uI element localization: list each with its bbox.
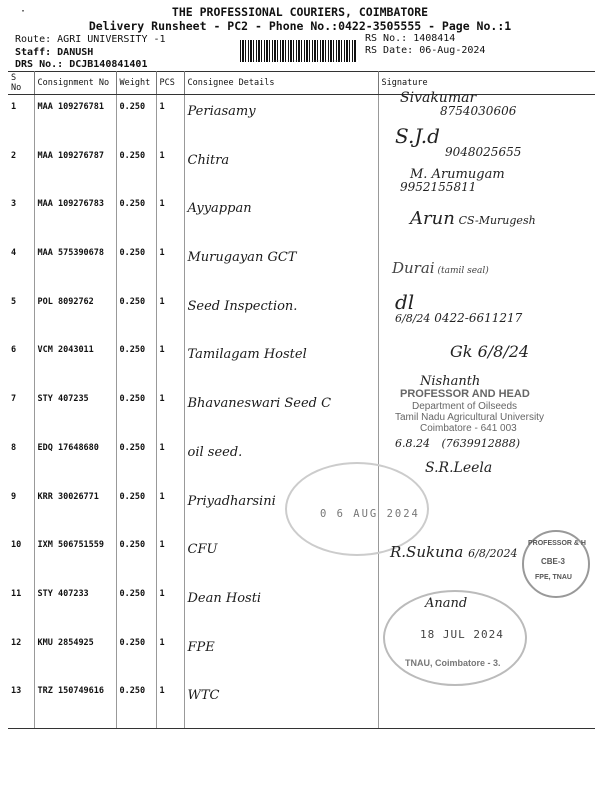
cell-sno: 4 [8, 241, 34, 290]
table-row [8, 241, 595, 290]
consignee-handwriting: Periasamy [187, 104, 256, 119]
signature-row-2: S.J.d 9048025655 [395, 124, 522, 159]
rs-date-line: RS Date: 06-Aug-2024 [365, 45, 486, 56]
speck: · [20, 6, 27, 17]
cell-weight: 0.250 [116, 582, 156, 631]
cell-weight: 0.250 [116, 485, 156, 534]
round-stamp-date: 18 JUL 2024 [420, 628, 504, 641]
cell-pcs: 1 [156, 290, 184, 339]
cell-weight: 0.250 [116, 387, 156, 436]
cell-pcs: 1 [156, 338, 184, 387]
dept-stamp-line4: Coimbatore - 641 003 [420, 423, 517, 434]
signature-row-4: Arun CS-Murugesh [410, 208, 536, 229]
consignee-handwriting: Seed Inspection. [187, 298, 298, 314]
cell-sno: 7 [8, 387, 34, 436]
cell-weight: 0.250 [116, 679, 156, 728]
cell-sno: 13 [8, 679, 34, 728]
cell-sno: 5 [8, 290, 34, 339]
consignee-handwriting: Bhavaneswari Seed C [187, 396, 332, 412]
cell-pcs: 1 [156, 192, 184, 241]
cell-pcs: 1 [156, 533, 184, 582]
cell-sno: 1 [8, 95, 34, 144]
cell-pcs: 1 [156, 387, 184, 436]
cell-weight: 0.250 [116, 631, 156, 680]
signature-row-10: S.R.Leela [425, 460, 493, 476]
signature-row-12: R.Sukuna 6/8/2024 [390, 543, 518, 561]
col-sno-header: S No [8, 72, 34, 95]
route-line: Route: AGRI UNIVERSITY -1 [15, 34, 166, 45]
fpe-ring-top: PROFESSOR & H [528, 540, 586, 547]
cell-consignment-no: STY 407233 [34, 582, 116, 631]
cell-consignee [184, 241, 378, 290]
col-consignment-header: Consignment No [34, 72, 116, 95]
signature-row-6: dl 6/8/24 0422-6611217 [395, 290, 523, 325]
drs-value: DCJB140841401 [69, 59, 148, 70]
cell-sno: 9 [8, 485, 34, 534]
cell-consignee [184, 144, 378, 193]
rs-no-line: RS No.: 1408414 [365, 33, 456, 44]
cell-sno: 8 [8, 436, 34, 485]
consignee-handwriting: WTC [187, 688, 220, 704]
cell-sno: 3 [8, 192, 34, 241]
cell-consignee [184, 679, 378, 728]
cell-consignment-no: MAA 109276783 [34, 192, 116, 241]
cell-pcs: 1 [156, 582, 184, 631]
cell-consignee [184, 290, 378, 339]
route-value: AGRI UNIVERSITY -1 [57, 34, 166, 45]
fpe-ring-mid: CBE-3 [541, 557, 566, 566]
dept-stamp-line3: Tamil Nadu Agricultural University [395, 412, 544, 423]
cell-consignment-no: MAA 109276787 [34, 144, 116, 193]
consignee-handwriting: Murugayan GCT [187, 250, 297, 266]
cell-pcs: 1 [156, 241, 184, 290]
cell-sno: 11 [8, 582, 34, 631]
cell-weight: 0.250 [116, 436, 156, 485]
cell-pcs: 1 [156, 485, 184, 534]
meta-right [365, 33, 485, 57]
cell-consignment-no: IXM 506751559 [34, 533, 116, 582]
consignee-handwriting: Dean Hosti [187, 590, 262, 606]
cell-consignment-no: TRZ 150749616 [34, 679, 116, 728]
cell-consignment-no: EDQ 17648680 [34, 436, 116, 485]
consignee-handwriting: Priyadharsini [187, 493, 276, 509]
cell-signature [378, 679, 595, 728]
cell-consignee [184, 95, 378, 144]
col-consignee-header: Consignee Details [184, 72, 378, 95]
cell-consignee [184, 338, 378, 387]
cell-pcs: 1 [156, 144, 184, 193]
dept-stamp-line1: PROFESSOR AND HEAD [400, 388, 530, 400]
cell-consignee [184, 582, 378, 631]
drs-line: DRS No.: DCJB140841401 [15, 59, 148, 70]
signature-row-9: 6.8.24 (7639912888) [395, 437, 521, 450]
cell-pcs: 1 [156, 679, 184, 728]
cell-consignee [184, 631, 378, 680]
rs-no-value: 1408414 [413, 33, 456, 44]
col-weight-header: Weight [116, 72, 156, 95]
barcode [240, 40, 356, 62]
cell-consignment-no: MAA 575390678 [34, 241, 116, 290]
consignee-handwriting: Ayyappan [187, 201, 252, 217]
cell-pcs: 1 [156, 436, 184, 485]
cell-consignment-no: MAA 109276781 [34, 95, 116, 144]
cell-weight: 0.250 [116, 533, 156, 582]
cell-weight: 0.250 [116, 95, 156, 144]
cell-sno: 10 [8, 533, 34, 582]
signature-row-13: Anand [425, 596, 468, 611]
cell-consignment-no: POL 8092762 [34, 290, 116, 339]
cell-consignment-no: KRR 30026771 [34, 485, 116, 534]
staff-value: DANUSH [57, 46, 94, 58]
signature-row-3: M. Arumugam 9952155811 [400, 167, 505, 194]
cell-weight: 0.250 [116, 192, 156, 241]
consignee-handwriting: Chitra [187, 152, 230, 168]
signature-row-5: Durai (tamil seal) [392, 259, 489, 277]
cell-consignment-no: VCM 2043011 [34, 338, 116, 387]
col-signature-header: Signature [378, 72, 595, 95]
cell-pcs: 1 [156, 631, 184, 680]
signature-row-7: Gk 6/8/24 [450, 342, 530, 361]
col-pcs-header: PCS [156, 72, 184, 95]
table-row [8, 679, 595, 728]
consignee-handwriting: FPE [187, 639, 215, 655]
cell-consignment-no: KMU 2854925 [34, 631, 116, 680]
cell-consignment-no: STY 407235 [34, 387, 116, 436]
round-stamp-bottom: TNAU, Coimbatore - 3. [405, 658, 501, 668]
dept-stamp-line2: Department of Oilseeds [412, 401, 518, 412]
cell-weight: 0.250 [116, 290, 156, 339]
consignee-handwriting: Tamilagam Hostel [187, 347, 307, 363]
cell-consignee [184, 387, 378, 436]
cell-pcs: 1 [156, 95, 184, 144]
fpe-ring-bottom: FPE, TNAU [535, 574, 572, 581]
cell-sno: 2 [8, 144, 34, 193]
staff-line: Staff: DANUSH [15, 46, 94, 58]
cell-weight: 0.250 [116, 144, 156, 193]
consignee-handwriting: CFU [187, 542, 218, 558]
cell-consignee [184, 192, 378, 241]
signature-row-8: Nishanth [420, 374, 481, 389]
received-date-stamp: 0 6 AUG 2024 [320, 508, 420, 520]
signature-row-1: Sivakumar 8754030606 [400, 90, 517, 118]
document-subtitle: Delivery Runsheet - PC2 - Phone No.:0422-3505555 - Page No.:1 [88, 19, 512, 33]
rs-date-value: 06-Aug-2024 [419, 45, 486, 56]
cell-weight: 0.250 [116, 338, 156, 387]
consignee-handwriting: oil seed. [187, 444, 243, 460]
cell-sno: 6 [8, 338, 34, 387]
cell-sno: 12 [8, 631, 34, 680]
cell-weight: 0.250 [116, 241, 156, 290]
document-title: THE PROFESSIONAL COURIERS, COIMBATORE [171, 5, 429, 19]
meta-left [15, 34, 166, 72]
